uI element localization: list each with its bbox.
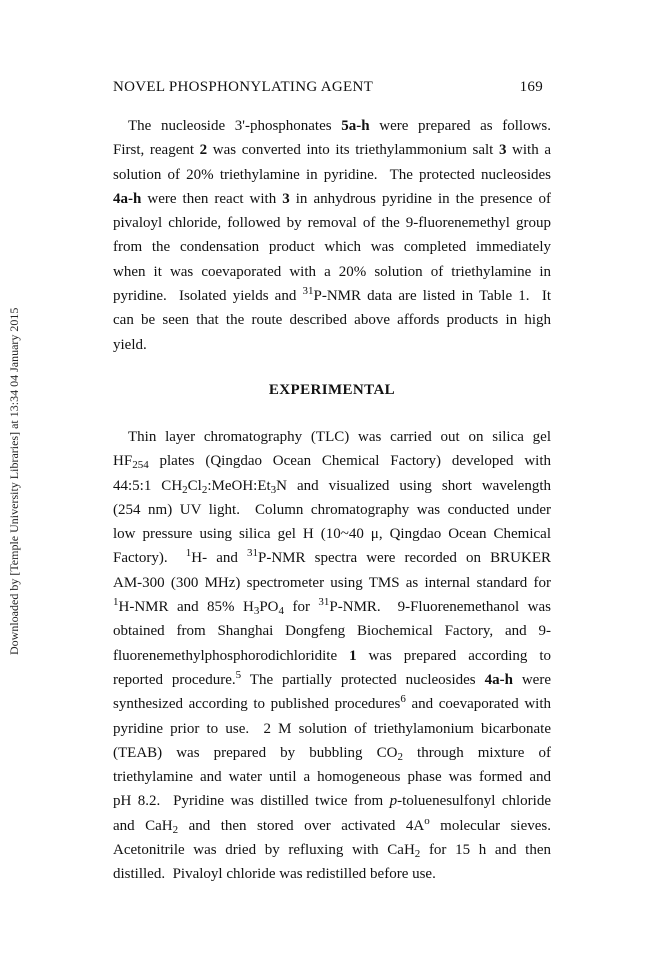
paragraph-line: yield. [113,336,147,353]
paragraph-line: reported procedure.$^5$ The partially protected nucleosides 4a-h were [113,668,551,688]
paragraph-1 [113,114,551,357]
paragraph-line: pH 8.2. Pyridine was distilled twice from p-toluenesulfonyl chloride [113,793,551,810]
paragraph-line: First, reagent 2 was converted into its triethylammonium salt 3 with a [113,142,552,159]
paragraph-line: Factory). $^1$H- and $^{31}$P-NMR spectra were recorded on BRUKER [113,547,551,567]
paragraph-line: $HF_{254}$ plates (Qingdao Ocean Chemical Factory) developed with [113,453,551,472]
paragraph-line: 4a-h were then react with 3 in anhydrous pyridine in the presence of [113,190,551,207]
paragraph-line: $^1$H-NMR and 85% $H_3PO_4$ for $^{31}$P-NMR. 9-Fluorenemethanol was [113,596,551,618]
paragraph-line: pivaloyl chloride, followed by removal of the 9-fluorenemethyl group [113,215,551,232]
paragraph-line: can be seen that the route described above affords products in high [113,312,551,329]
paragraph-line: triethylamine and water until a homogeneous phase was formed and [113,769,551,786]
paragraph-line: and CaH$_2$ and then stored over activated $4A^o$ molecular sieves. [113,814,551,836]
paragraph-line: low pressure using silica gel H (10~40 μ, Qingdao Ocean Chemical [113,526,551,543]
paragraph-line: fluorenemethylphosphorodichloridite 1 was prepared according to [113,647,551,664]
paragraph-line: 44:5:1 $CH_2Cl_2:MeOH:Et_3N$ and visualized using short wavelength [113,477,551,496]
paragraph-line: obtained from Shanghai Dongfeng Biochemical Factory, and 9- [113,623,551,640]
paragraph-line: (TEAB) was prepared by bubbling $CO_2$ through mixture of [113,744,551,763]
running-title: NOVEL PHOSPHONYLATING AGENT [113,79,374,95]
paragraph-line: synthesized according to published procedures$^6$ and coevaporated with [113,693,551,713]
page-number: 169 [519,79,543,95]
paragraph-line: Thin layer chromatography (TLC) was carried out on silica gel [128,429,551,445]
section-heading: EXPERIMENTAL [268,382,396,398]
paragraph-line: distilled. Pivaloyl chloride was redistilled before use. [113,866,436,883]
paragraph-line: The nucleoside 3'-phosphonates 5a-h were prepared as follows. [128,118,551,134]
paragraph-line: Acetonitrile was dried by refluxing with CaH$_2$ for 15 h and then [113,842,551,861]
paragraph-line: solution of 20% triethylamine in pyridine. The protected nucleosides [113,166,551,183]
paragraph-line: when it was coevaporated with a 20% solution of triethylamine in [113,263,551,280]
paragraph-line: pyridine prior to use. 2 M solution of triethylamonium bicarbonate [113,720,551,737]
paragraph-line: pyridine. Isolated yields and $^{31}$P-NMR data are listed in Table 1. It [113,285,551,305]
paragraph-2 [113,425,551,887]
paragraph-line: (254 nm) UV light. Column chromatography was conducted under [113,501,551,518]
download-watermark: Downloaded by [Temple University Libraries] at 13:34 04 January 2015 [7,307,21,655]
paragraph-line: from the condensation product which was completed immediately [113,239,551,256]
paragraph-line: AM-300 (300 MHz) spectrometer using TMS as internal standard for [113,574,551,591]
